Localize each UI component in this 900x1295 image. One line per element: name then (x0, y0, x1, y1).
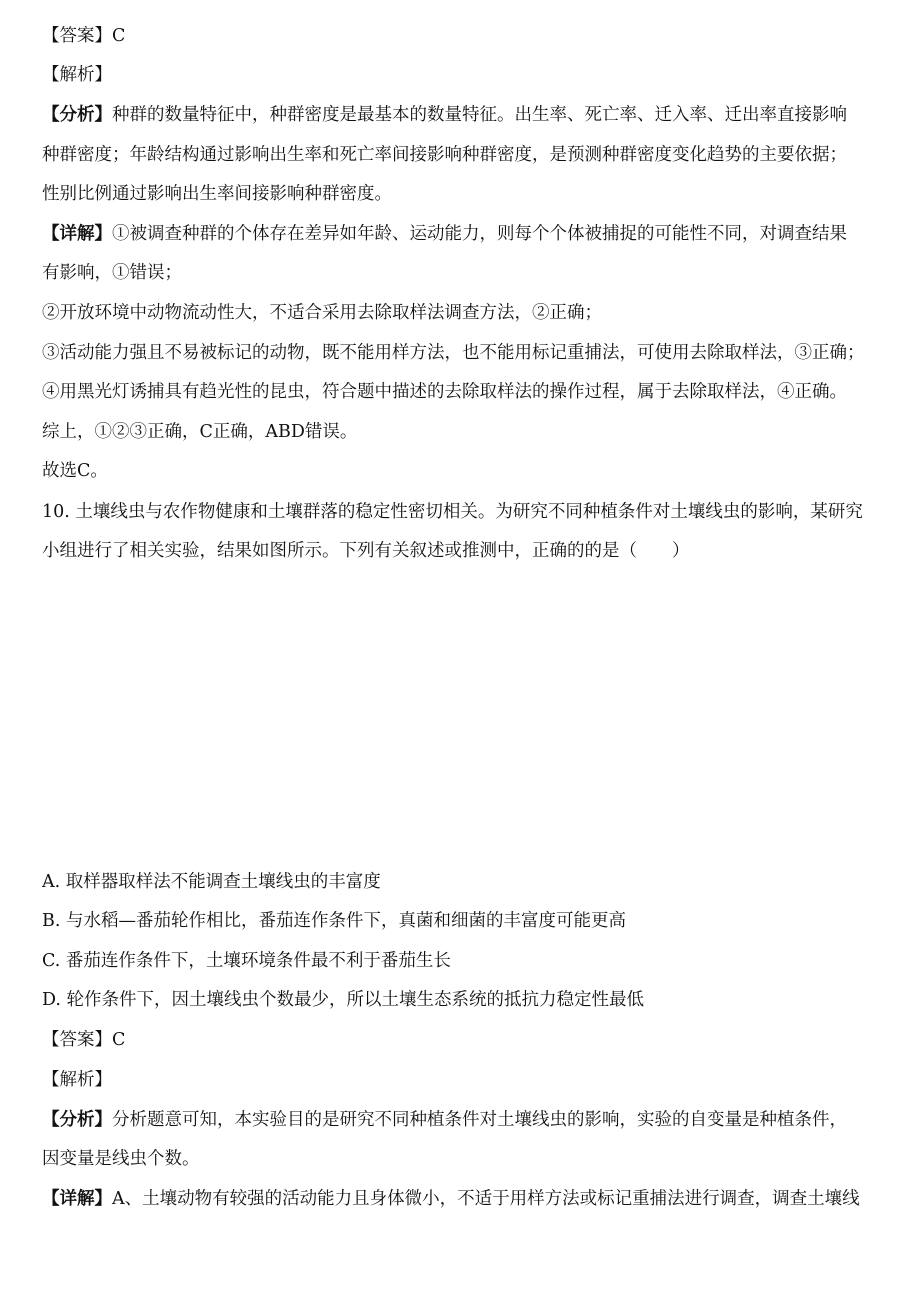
q9-xiangjie-line-7: 故选C。 (42, 461, 108, 481)
q9-xiangjie-line-6: 综上，①②③正确，C正确，ABD错误。 (42, 422, 358, 442)
q9-xiangjie-line-2: 有影响，①错误； (42, 263, 182, 283)
xiangjie-tag: 【详解】 (42, 1189, 112, 1209)
q10-xiangjie-line-1 (42, 1187, 860, 1211)
q10-option-b: B. 与水稻—番茄轮作相比，番茄连作条件下，真菌和细菌的丰富度可能更高 (42, 911, 626, 931)
q10-stem-line-1: 10. 土壤线虫与农作物健康和土壤群落的稳定性密切相关。为研究不同种植条件对土壤线虫的影响，某研究 (42, 502, 863, 522)
q9-xiangjie-line-3: ②开放环境中动物流动性大，不适合采用去除取样法调查方法，②正确； (42, 303, 602, 323)
q9-xiangjie-line-5: ④用黑光灯诱捕具有趋光性的昆虫，符合题中描述的去除取样法的操作过程，属于去除取样法，④正确。 (42, 382, 847, 402)
q9-jiexi-heading: 【解析】 (42, 65, 112, 85)
q10-fenxi-line-2: 因变量是线虫个数。 (42, 1149, 200, 1169)
q10-option-c: C. 番茄连作条件下，土壤环境条件最不利于番茄生长 (42, 951, 451, 971)
fenxi-tag: 【分析】 (42, 1110, 112, 1130)
q9-fenxi-line-2: 种群密度；年龄结构通过影响出生率和死亡率间接影响种群密度，是预测种群密度变化趋势的主要依据； (42, 145, 847, 165)
xiangjie-text: A、土壤动物有较强的活动能力且身体微小，不适于用样方法或标记重捕法进行调查，调查土壤线 (112, 1189, 860, 1209)
xiangjie-text: ①被调查种群的个体存在差异如年龄、运动能力，则每个个体被捕捉的可能性不同，对调查结果 (112, 224, 847, 244)
fenxi-tag: 【分析】 (42, 105, 112, 125)
q9-fenxi-line-3: 性别比例通过影响出生率间接影响种群密度。 (42, 184, 392, 204)
xiangjie-tag: 【详解】 (42, 224, 112, 244)
fenxi-text: 种群的数量特征中，种群密度是最基本的数量特征。出生率、死亡率、迁入率、迁出率直接影响 (112, 105, 847, 125)
q10-figure-placeholder (42, 575, 862, 855)
fenxi-text: 分析题意可知，本实验目的是研究不同种植条件对土壤线虫的影响，实验的自变量是种植条件， (112, 1110, 847, 1130)
q10-answer: 【答案】C (42, 1030, 126, 1050)
q10-fenxi-line-1 (42, 1108, 847, 1132)
q10-jiexi-heading: 【解析】 (42, 1070, 112, 1090)
q10-option-d: D. 轮作条件下，因土壤线虫个数最少，所以土壤生态系统的抵抗力稳定性最低 (42, 990, 645, 1010)
q9-xiangjie-line-1 (42, 222, 847, 246)
q10-option-a: A. 取样器取样法不能调查土壤线虫的丰富度 (42, 872, 381, 892)
q9-fenxi-line-1 (42, 103, 847, 127)
q9-answer: 【答案】C (42, 26, 126, 46)
q9-xiangjie-line-4: ③活动能力强且不易被标记的动物，既不能用样方法，也不能用标记重捕法，可使用去除取样法，③正确； (42, 343, 865, 363)
q10-stem-line-2: 小组进行了相关实验，结果如图所示。下列有关叙述或推测中，正确的的是（ ） (42, 541, 690, 561)
